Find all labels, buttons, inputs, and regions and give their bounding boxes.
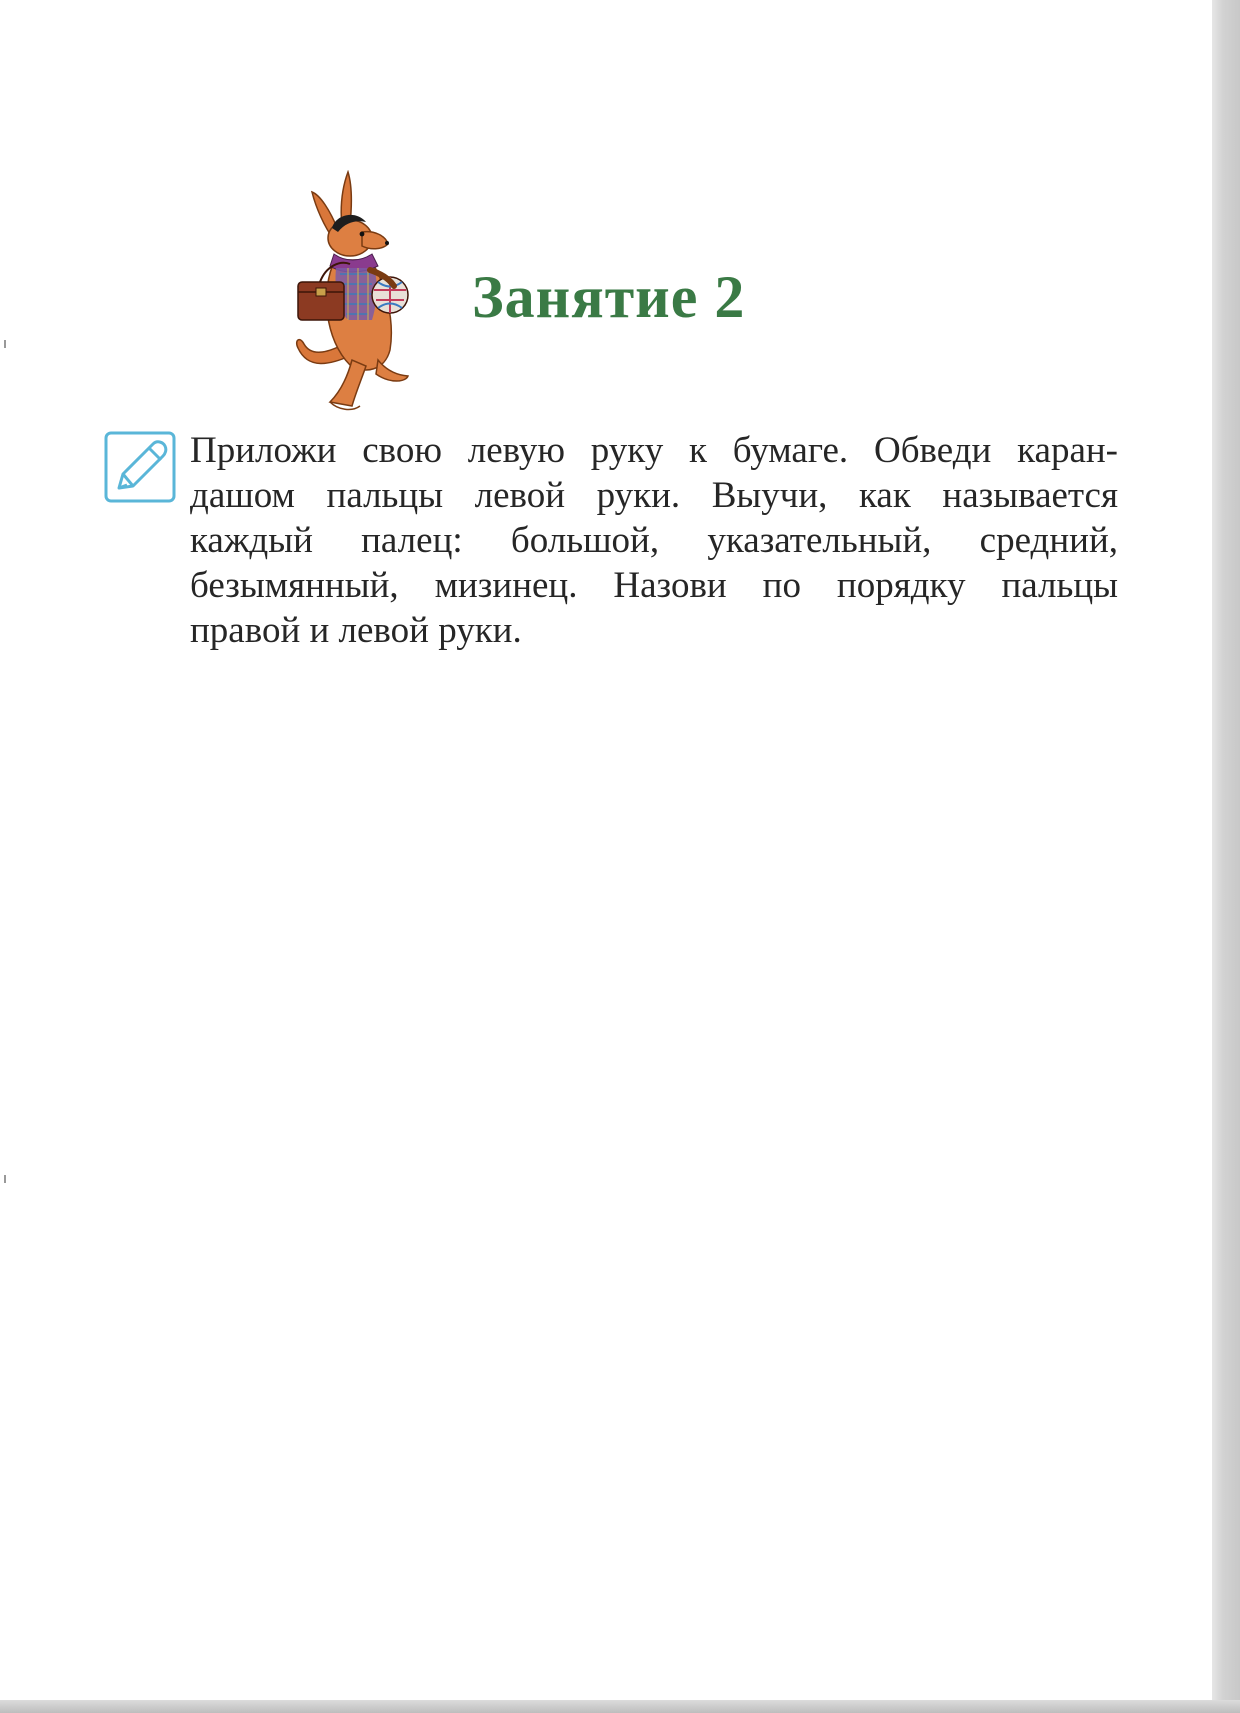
scan-page-edge-right	[1212, 0, 1240, 1713]
task-text-line: правой и левой руки.	[190, 610, 522, 651]
scan-page-edge-bottom	[0, 1700, 1240, 1713]
task-instructions	[190, 428, 1118, 653]
kangaroo-mascot-illustration	[290, 170, 440, 415]
task-text-line: каждый палец: большой, указательный, средний,	[190, 520, 1118, 561]
margin-mark	[4, 340, 6, 348]
task-text-line: безымянный, мизинец. Назови по порядку пальцы	[190, 565, 1118, 606]
pencil-icon	[103, 430, 177, 504]
margin-mark	[4, 1175, 6, 1183]
task-text-line: Приложи свою левую руку к бумаге. Обведи каран-	[190, 430, 1118, 471]
task-text-line: дашом пальцы левой руки. Выучи, как называется	[190, 475, 1118, 516]
lesson-title: Занятие 2	[472, 264, 746, 330]
